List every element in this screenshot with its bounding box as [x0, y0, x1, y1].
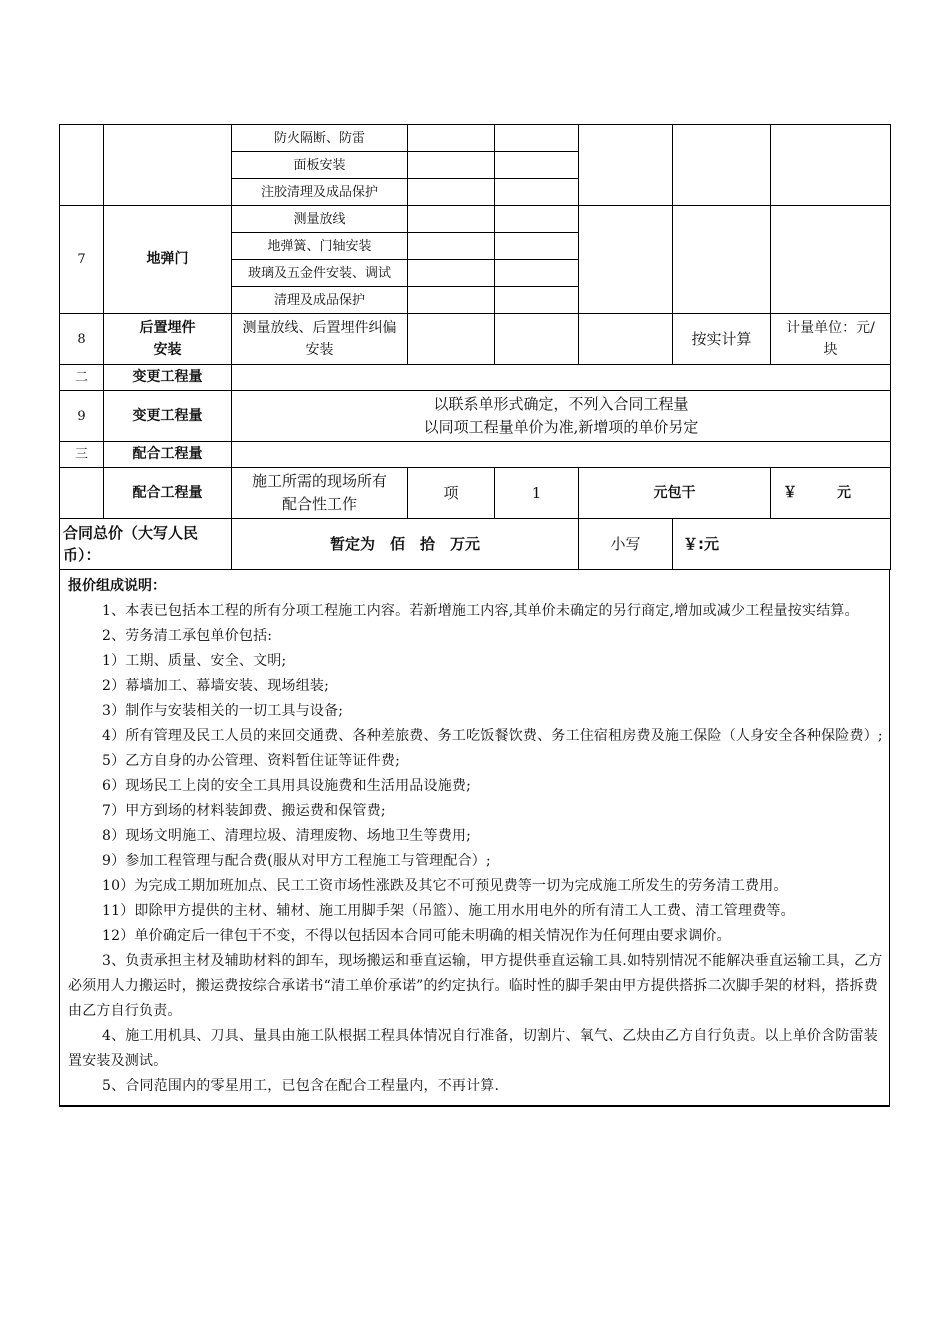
unit-note: 计量单位：元/ 块: [771, 314, 891, 365]
total-cell: ￥ 元: [771, 468, 891, 519]
note-paragraph: 6）现场民工上岗的安全工具用具设施费和生活用品设施费;: [102, 778, 472, 794]
note-paragraph: 4、施工用机具、刀具、量具由施工队根据工程具体情况自行准备，切割片、氧气、乙炔由乙方自行负责。以上单价含防雷装置安装及测试。: [68, 1028, 878, 1069]
row-number: 9: [60, 391, 104, 442]
work-item: 清理及成品保护: [232, 287, 408, 314]
note-paragraph: 5）乙方自身的办公管理、资料暂住证等证件费;: [102, 753, 401, 769]
work-item: 面板安装: [232, 152, 408, 179]
section-row: [60, 365, 891, 391]
small-amount-label: 小写: [579, 519, 673, 570]
table-row: [60, 125, 891, 152]
note-paragraph: 1）工期、质量、安全、文明;: [102, 653, 287, 669]
note-paragraph: 1、本表已包括本工程的所有分项工程施工内容。若新增施工内容,其单价未确定的另行商定,增加或减少工程量按实结算。: [102, 603, 859, 619]
item-name: 后置埋件 安装: [104, 314, 232, 365]
price-table: [59, 124, 891, 570]
item-name: 变更工程量: [104, 391, 232, 442]
note-paragraph: 3、负责承担主材及辅助材料的卸车，现场搬运和垂直运输，甲方提供垂直运输工具.如特别情况不能解决垂直运输工具，乙方必须用人力搬运时，搬运费按综合承诺书“清工单价承诺”的约定执行。临时性的脚手架由甲方提供搭拆二次脚手架的材料，搭拆费由乙方自行负责。: [68, 953, 883, 1019]
section-number: 二: [60, 365, 104, 391]
note-paragraph: 9）参加工程管理与配合费(服从对甲方工程施工与管理配合）;: [102, 853, 491, 869]
quote-notes: [59, 570, 890, 1107]
section-title: 变更工程量: [104, 365, 232, 391]
unit-cell: 项: [408, 468, 495, 519]
quantity-cell: 1: [495, 468, 579, 519]
item-name: 配合工程量: [104, 468, 232, 519]
contract-total-label: 合同总价（大写人民 币）：: [60, 519, 232, 570]
note-paragraph: 7）甲方到场的材料装卸费、搬运费和保管费;: [102, 803, 386, 819]
note-paragraph: 2、劳务清工承包单价包括:: [102, 628, 273, 644]
note-paragraph: 3）制作与安装相关的一切工具与设备;: [102, 703, 344, 719]
change-note: 以联系单形式确定，不列入合同工程量 以同项工程量单价为准,新增项的单价另定: [232, 391, 891, 442]
table-row: [60, 314, 891, 365]
table-row: [60, 468, 891, 519]
work-item: 地弹簧、门轴安装: [232, 233, 408, 260]
work-item: 注胶清理及成品保护: [232, 179, 408, 206]
work-item: 测量放线、后置埋件纠偏 安装: [232, 314, 408, 365]
work-item: 施工所需的现场所有 配合性工作: [232, 468, 408, 519]
section-row: [60, 442, 891, 468]
notes-title: 报价组成说明：: [68, 578, 166, 594]
note-paragraph: 5、合同范围内的零星用工，已包含在配合工程量内，不再计算.: [102, 1078, 500, 1094]
note-paragraph: 8）现场文明施工、清理垃圾、清理废物、场地卫生等费用;: [102, 828, 472, 844]
table-row: [60, 391, 891, 442]
work-item: 玻璃及五金件安装、调试: [232, 260, 408, 287]
quotation-table: [59, 124, 890, 1107]
note-paragraph: 10）为完成工期加班加点、民工工资市场性涨跌及其它不可预见费等一切为完成施工所发生的劳务清工费用。: [102, 878, 788, 894]
calc-method: 按实计算: [673, 314, 771, 365]
note-paragraph: 4）所有管理及民工人员的来回交通费、各种差旅费、务工吃饭餐饮费、务工住宿租房费及施工保险（人身安全各种保险费）;: [102, 728, 883, 744]
row-number: 8: [60, 314, 104, 365]
small-amount-value: ￥:元: [673, 519, 891, 570]
work-item: 测量放线: [232, 206, 408, 233]
work-item: 防火隔断、防雷: [232, 125, 408, 152]
price-cell: 元包干: [579, 468, 771, 519]
contract-total-value: 暂定为 佰 拾 万元: [232, 519, 579, 570]
contract-total-row: [60, 519, 891, 570]
item-name: 地弹门: [104, 206, 232, 314]
table-row: [60, 206, 891, 233]
section-title: 配合工程量: [104, 442, 232, 468]
row-number: 7: [60, 206, 104, 314]
section-number: 三: [60, 442, 104, 468]
note-paragraph: 11）即除甲方提供的主材、辅材、施工用脚手架（吊篮）、施工用水用电外的所有清工人工费、清工管理费等。: [102, 903, 795, 919]
note-paragraph: 2）幕墙加工、幕墙安装、现场组装;: [102, 678, 330, 694]
note-paragraph: 12）单价确定后一律包干不变，不得以包括因本合同可能未明确的相关情况作为任何理由要求调价。: [102, 928, 731, 944]
